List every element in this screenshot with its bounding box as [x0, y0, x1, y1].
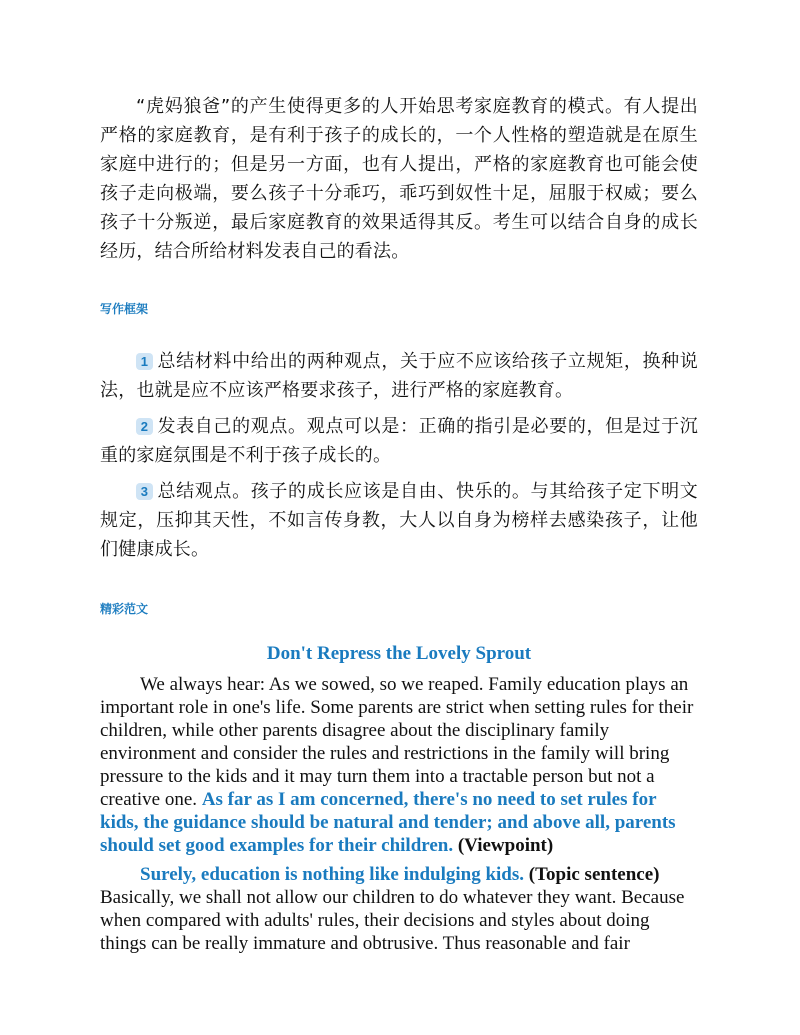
number-badge-icon: 2 [136, 418, 153, 435]
viewpoint-highlight: As far as I am concerned, there's no need to set rules for kids, the guidance should be natural and tender; and above all, parents should set good examples for their children. [100, 789, 676, 856]
number-badge-icon: 1 [136, 353, 153, 370]
framework-item [100, 347, 698, 405]
essay-paragraph-2 [100, 863, 698, 955]
number-badge-icon: 3 [136, 483, 153, 500]
paragraph-text: Basically, we shall not allow our children to do whatever they want. Because when compared with adults' rules, their decisions and styles about doing things can be really immature and obtrusive. Thus reasonable and fair [100, 887, 685, 954]
framework-item-text: 总结材料中给出的两种观点，关于应不应该给孩子立规矩，换种说法，也就是应不应该严格要求孩子，进行严格的家庭教育。 [100, 351, 698, 401]
topic-sentence-highlight: Surely, education is nothing like indulging kids. [140, 864, 525, 885]
framework-item-text: 发表自己的观点。观点可以是：正确的指引是必要的，但是过于沉重的家庭氛围是不利于孩子成长的。 [100, 416, 698, 466]
viewpoint-tag: (Viewpoint) [453, 835, 554, 856]
paragraph-text: We always hear: As we sowed, so we reaped. Family education plays an important role in one's life. Some parents are strict when setting rules for their children, while other parents disagree about the disciplinary family environment and consider the rules and restrictions in the family will bring pressure to the kids and it may turn them into a tractable person but not a creative one. [100, 674, 694, 810]
framework-list [100, 347, 698, 564]
essay-paragraph-1 [100, 673, 698, 857]
essay-title: Don't Repress the Lovely Sprout [266, 643, 532, 664]
framework-item-text: 总结观点。孩子的成长应该是自由、快乐的。与其给孩子定下明文规定，压抑其天性，不如言传身教，大人以自身为榜样去感染孩子，让他们健康成长。 [100, 481, 698, 560]
page-content [100, 92, 698, 961]
framework-heading: 写作框架 [100, 302, 149, 316]
intro-paragraph: “虎妈狼爸”的产生使得更多的人开始思考家庭教育的模式。有人提出严格的家庭教育，是有利于孩子的成长的，一个人性格的塑造就是在原生家庭中进行的；但是另一方面，也有人提出，严格的家庭教育也可能会使孩子走向极端，要么孩子十分乖巧，乖巧到奴性十足，屈服于权威；要么孩子十分叛逆，最后家庭教育的效果适得其反。考生可以结合自身的成长经历，结合所给材料发表自己的看法。 [100, 96, 698, 262]
topic-sentence-tag: (Topic sentence) [524, 864, 660, 885]
essay-heading: 精彩范文 [100, 602, 149, 616]
framework-item [100, 477, 698, 564]
framework-item [100, 412, 698, 470]
